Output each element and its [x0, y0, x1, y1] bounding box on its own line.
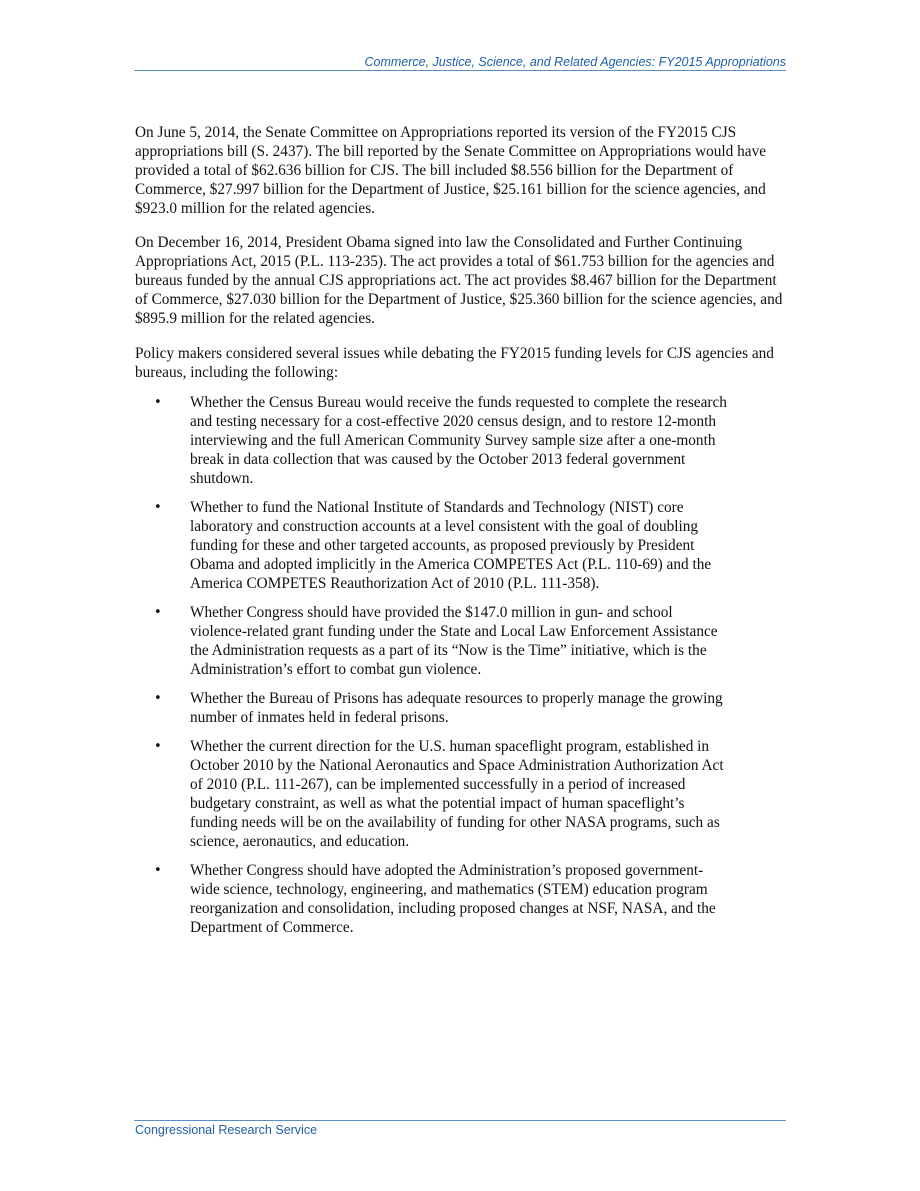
footer-source: Congressional Research Service	[135, 1123, 318, 1137]
bullet-icon: •	[154, 691, 162, 706]
list-item	[135, 689, 730, 727]
issues-list	[135, 393, 785, 937]
list-item	[135, 393, 730, 488]
paragraph-policy-intro: Policy makers considered several issues while debating the FY2015 funding levels for CJS agencies and bureaus, including the following:	[135, 345, 774, 381]
list-item	[135, 603, 730, 679]
bullet-icon: •	[154, 395, 162, 410]
list-item-text: Whether the current direction for the U.S. human spaceflight program, established in October 2010 by the National Aeronautics and Space Administration Authorization Act of 2010 (P.L. 111-267), can be implemented successfully in a period of increased budgetary constraint, as well as what the potential impact of human spaceflight’s funding needs will be on the availability of funding for other NASA programs, such as science, aeronautics, and education.	[190, 738, 724, 850]
list-item-text: Whether Congress should have adopted the Administration’s proposed government-wide science, technology, engineering, and mathematics (STEM) education program reorganization and consolidation, including proposed changes at NSF, NASA, and the Department of Commerce.	[190, 862, 716, 936]
paragraph-enacted-law: On December 16, 2014, President Obama signed into law the Consolidated and Further Continuing Appropriations Act, 2015 (P.L. 113-235). The act provides a total of $61.753 billion for the agencies and bureaus funded by the annual CJS appropriations act. The act provides $8.467 billion for the Department of Commerce, $27.030 billion for the Department of Justice, $25.360 billion for the science agencies, and $895.9 million for the related agencies.	[135, 234, 783, 327]
list-item	[135, 861, 730, 937]
list-item	[135, 737, 730, 851]
bullet-icon: •	[154, 739, 162, 754]
bullet-icon: •	[154, 500, 162, 515]
running-header-title: Commerce, Justice, Science, and Related Agencies: FY2015 Appropriations	[364, 55, 786, 69]
header-divider	[134, 70, 786, 71]
list-item-text: Whether the Census Bureau would receive the funds requested to complete the research and testing necessary for a cost-effective 2020 census design, and to restore 12-month interviewing and the full American Community Survey sample size after a one-month break in data collection that was caused by the October 2013 federal government shutdown.	[190, 394, 727, 487]
list-item-text: Whether Congress should have provided the $147.0 million in gun- and school violence-related grant funding under the State and Local Law Enforcement Assistance the Administration requests as a part of its “Now is the Time” initiative, which is the Administration’s effort to combat gun violence.	[190, 604, 718, 678]
footer-divider	[134, 1120, 786, 1121]
body-content	[135, 123, 785, 947]
list-item	[135, 498, 730, 593]
bullet-icon: •	[154, 863, 162, 878]
list-item-text: Whether the Bureau of Prisons has adequate resources to properly manage the growing number of inmates held in federal prisons.	[190, 690, 723, 726]
list-item-text: Whether to fund the National Institute of Standards and Technology (NIST) core laboratory and construction accounts at a level consistent with the goal of doubling funding for these and other targeted accounts, as proposed previously by President Obama and adopted implicitly in the America COMPETES Act (P.L. 110-69) and the America COMPETES Reauthorization Act of 2010 (P.L. 111-358).	[190, 499, 712, 592]
bullet-icon: •	[154, 605, 162, 620]
paragraph-senate-bill: On June 5, 2014, the Senate Committee on Appropriations reported its version of the FY2015 CJS appropriations bill (S. 2437). The bill reported by the Senate Committee on Appropriations would have provided a total of $62.636 billion for CJS. The bill included $8.556 billion for the Department of Commerce, $27.997 billion for the Department of Justice, $25.161 billion for the science agencies, and $923.0 million for the related agencies.	[135, 124, 767, 217]
